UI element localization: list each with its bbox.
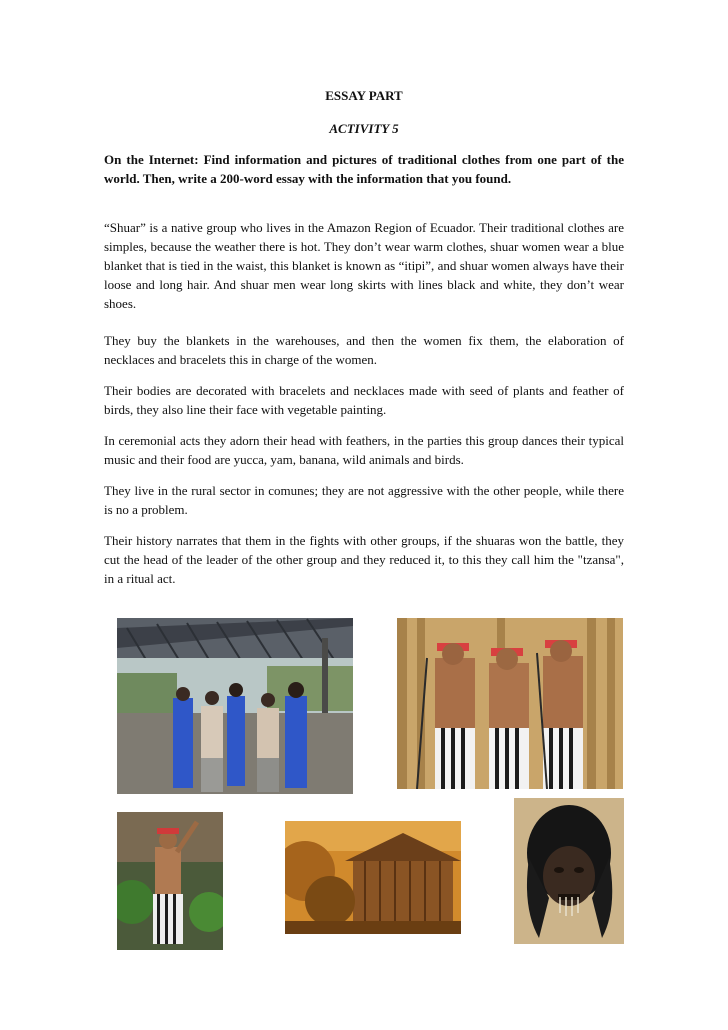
photo-traditional-hut <box>285 821 461 934</box>
photo-tzansa-head <box>514 798 624 944</box>
essay-paragraph-3: Their bodies are decorated with bracelets and necklaces made with seed of plants and feather of birds, they also line their face with vegetable painting. <box>104 383 624 417</box>
essay-paragraph-6: Their history narrates that them in the fights with other groups, if the shuaras won the battle, they cut the head of the leader of the other group and they reduced it, to this they call him the "tzansa", in a ritual act. <box>104 533 624 586</box>
essay-paragraph-1: “Shuar” is a native group who lives in the Amazon Region of Ecuador. Their traditional clothes are simples, because the weather there is hot. They don’t wear warm clothes, shuar women wear a blue blanket that is tied in the waist, this blanket is known as “itipi”, and shuar women always have their loose and long hair. And shuar men wear long skirts with lines black and white, they don’t wear shoes. <box>104 220 624 311</box>
photo-shuar-man-plants <box>117 812 223 950</box>
essay-paragraph-5: They live in the rural sector in comunes; they are not aggressive with the other people, while there is no a problem. <box>104 483 624 517</box>
activity-subtitle: ACTIVITY 5 <box>329 121 399 136</box>
essay-paragraph-4: In ceremonial acts they adorn their head with feathers, in the parties this group dances their typical music and their food are yucca, yam, banana, wild animals and birds. <box>104 433 624 467</box>
essay-title: ESSAY PART <box>325 88 403 103</box>
photo-shuar-group <box>117 618 353 794</box>
photo-shuar-men <box>397 618 623 789</box>
instructions-paragraph: On the Internet: Find information and pictures of traditional clothes from one part of the world. Then, write a 200-word essay with the information that you found. <box>104 152 624 186</box>
essay-paragraph-2: They buy the blankets in the warehouses, and then the women fix them, the elaboration of necklaces and bracelets this in charge of the women. <box>104 333 624 367</box>
